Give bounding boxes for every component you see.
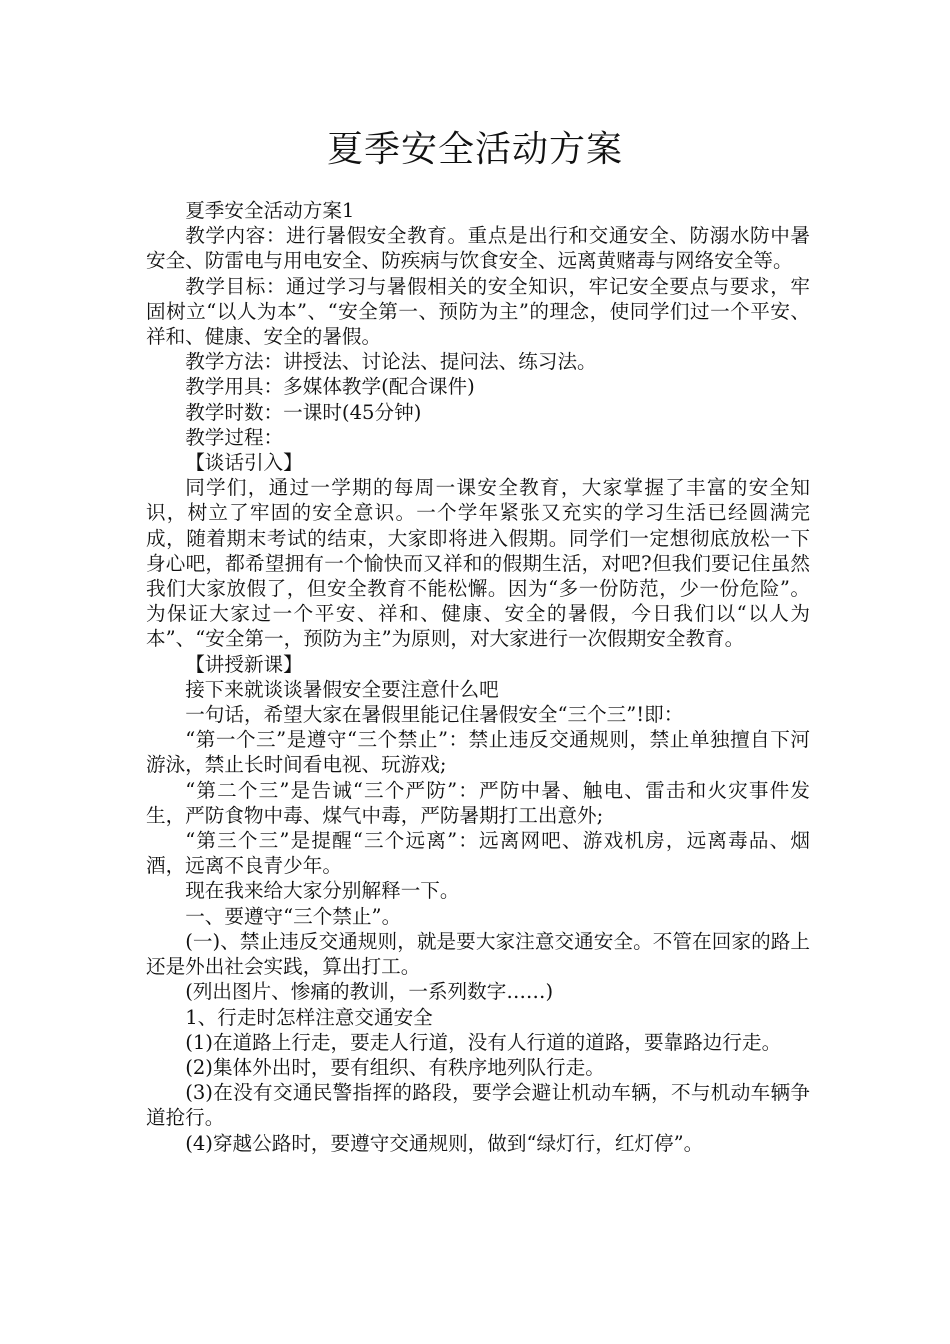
section-heading: 夏季安全活动方案1 <box>185 199 355 222</box>
list-item-2: (2)集体外出时，要有组织、有秩序地列队行走。 <box>185 1055 605 1079</box>
subheading-new-lesson: 【讲授新课】 <box>185 652 303 676</box>
paragraph-teaching-goal: 教学目标：通过学习与暑假相关的安全知识，牢记安全要点与要求，牢固树立“以人为本”、“安全第一、预防为主”的理念，使同学们过一个平安、祥和、健康、安全的暑假。 <box>146 274 810 349</box>
paragraph-part-one: 一、要遵守“三个禁止”。 <box>185 904 402 928</box>
document-body <box>146 198 810 1156</box>
paragraph-three-threes: 一句话，希望大家在暑假里能记住暑假安全“三个三”!即： <box>185 703 684 727</box>
subheading-intro: 【谈话引入】 <box>185 451 303 475</box>
document-title: 夏季安全活动方案 <box>326 129 623 170</box>
paragraph-teaching-hours: 教学时数：一课时(45分钟) <box>185 400 422 424</box>
paragraph-explain: 现在我来给大家分别解释一下。 <box>185 879 460 903</box>
paragraph-walking-safety: 1、行走时怎样注意交通安全 <box>185 1005 433 1029</box>
paragraph-first-three: “第一个三”是遵守“三个禁止”：禁止违反交通规则，禁止单独擅自下河游泳，禁止长时间看电视、玩游戏; <box>146 728 810 777</box>
paragraph-teaching-process: 教学过程： <box>185 425 284 449</box>
paragraph-second-three: “第二个三”是告诫“三个严防”：严防中暑、触电、雷击和火灾事件发生，严防食物中毒、煤气中毒，严防暑期打工出意外; <box>146 778 810 827</box>
paragraph-teaching-method: 教学方法：讲授法、讨论法、提问法、练习法。 <box>185 350 597 374</box>
list-item-1: (1)在道路上行走，要走人行道，没有人行道的道路，要靠路边行走。 <box>185 1030 782 1054</box>
paragraph-intro-talk: 同学们，通过一学期的每周一课安全教育，大家掌握了丰富的安全知识，树立了牢固的安全意识。一个学年紧张又充实的学习生活已经圆满完成，随着期末考试的结束，大家即将进入假期。同学们一定想彻底放松一下身心吧，都希望拥有一个愉快而又祥和的假期生活，对吧?但我们要记住虽然我们大家放假了，但安全教育不能松懈。因为“多一份防范，少一份危险”。为保证大家过一个平安、祥和、健康、安全的暑假，今日我们以“以人为本”、“安全第一，预防为主”为原则，对大家进行一次假期安全教育。 <box>146 476 810 651</box>
paragraph-teaching-content: 教学内容：进行暑假安全教育。重点是出行和交通安全、防溺水防中暑安全、防雷电与用电安全、防疾病与饮食安全、远离黄赌毒与网络安全等。 <box>146 224 810 273</box>
paragraph-teaching-tools: 教学用具：多媒体教学(配合课件) <box>185 375 475 399</box>
paragraph-lead-in: 接下来就谈谈暑假安全要注意什么吧 <box>185 677 499 701</box>
paragraph-pictures: (列出图片、惨痛的教训，一系列数字……) <box>185 980 554 1004</box>
list-item-3: (3)在没有交通民警指挥的路段，要学会避让机动车辆，不与机动车辆争道抢行。 <box>146 1081 810 1130</box>
paragraph-traffic-rules: (一)、禁止违反交通规则，就是要大家注意交通安全。不管在回家的路上还是外出社会实践，算出打工。 <box>146 929 810 979</box>
paragraph-third-three: “第三个三”是提醒“三个远离”：远离网吧、游戏机房，远离毒品、烟酒，远离不良青少年。 <box>146 829 810 878</box>
list-item-4: (4)穿越公路时，要遵守交通规则，做到“绿灯行，红灯停”。 <box>185 1131 704 1155</box>
